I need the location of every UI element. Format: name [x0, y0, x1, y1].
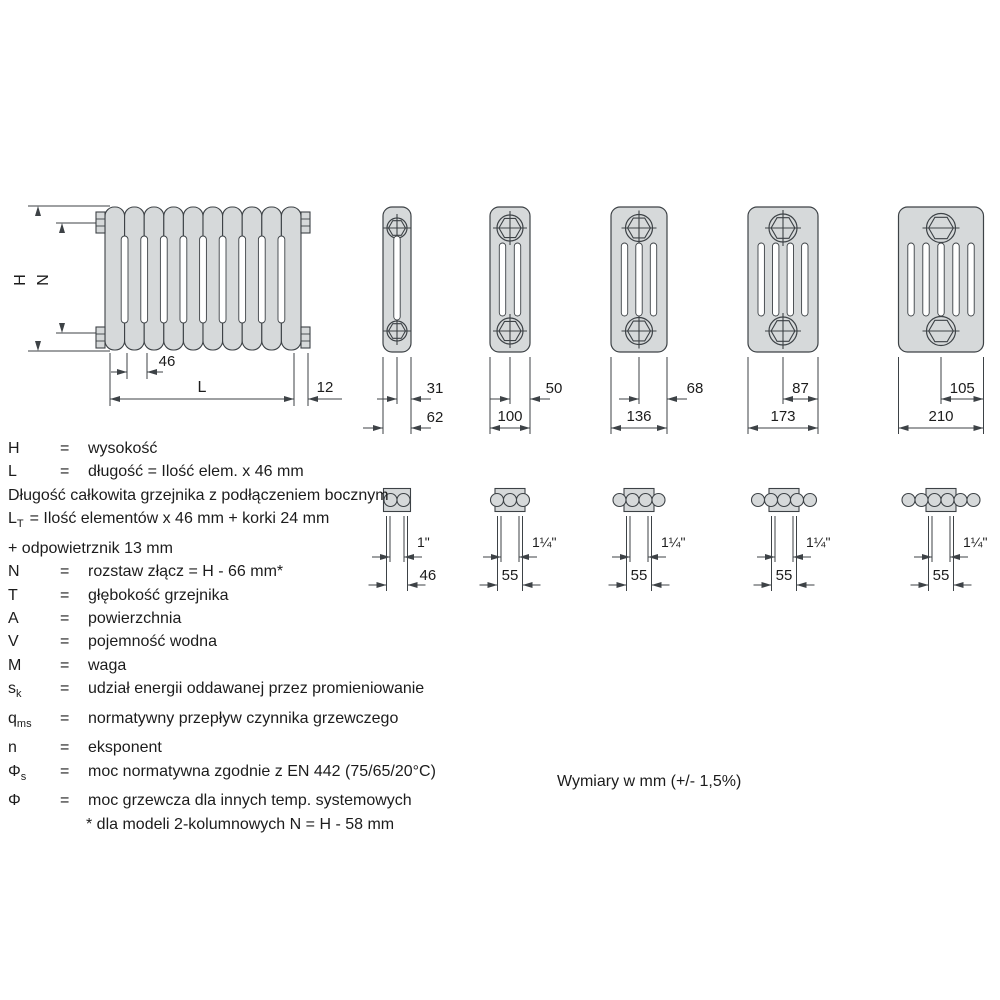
dimension-arrow	[808, 425, 818, 431]
legend-symbol: $s_k$	[8, 680, 22, 701]
dimension-arrow	[500, 396, 510, 402]
legend-text: Długość całkowita grzejnika z podłączeniem bocznym	[8, 486, 389, 504]
legend-symbol: $\Phi_s$	[8, 762, 27, 784]
dimension-arrow	[308, 396, 318, 402]
column-gap-slot	[938, 243, 944, 316]
legend-row	[8, 630, 508, 653]
depth-label: 173	[770, 408, 796, 425]
dimension-arrow	[530, 396, 540, 402]
dimension-arrow	[657, 425, 667, 431]
dimension-arrow	[974, 396, 984, 402]
pitch-width-label: 55	[501, 567, 519, 584]
dimension-arrow	[387, 396, 397, 402]
column-tube	[954, 494, 967, 507]
column-gap-slot	[121, 236, 128, 323]
legend-row	[8, 584, 508, 607]
legend-row	[8, 437, 508, 460]
legend-text: eksponent	[88, 739, 162, 757]
column-tube	[804, 494, 817, 507]
connection-size-label: 1¼"	[963, 534, 988, 550]
column-gap-slot	[200, 236, 207, 323]
half-depth-label: 68	[686, 380, 704, 397]
pitch-width-label: 55	[932, 567, 950, 584]
legend-row	[8, 560, 508, 583]
pitch-width-label: 55	[630, 567, 648, 584]
legend-row	[8, 789, 508, 812]
dimension-arrow	[667, 396, 677, 402]
column-gap-slot	[636, 243, 642, 316]
legend-row	[8, 813, 508, 836]
column-tube	[928, 494, 941, 507]
element-pitch-label: 46	[158, 353, 176, 370]
column-tube	[778, 494, 791, 507]
dimension-arrow	[147, 369, 157, 375]
legend	[8, 437, 508, 836]
column-gap-slot	[141, 236, 148, 323]
legend-text: powierzchnia	[88, 610, 182, 628]
pitch-width-label: 55	[775, 567, 793, 584]
legend-symbol: $L_T$	[8, 510, 24, 531]
legend-text: * dla modeli 2-kolumnowych N = H - 58 mm	[86, 815, 395, 833]
dimension-arrow	[411, 425, 421, 431]
dimension-arrow	[899, 425, 909, 431]
legend-row	[8, 607, 508, 630]
column-gap-slot	[258, 236, 265, 323]
dimension-arrow	[762, 582, 772, 588]
side-plug-tab	[301, 212, 310, 233]
equals-sign: =	[60, 709, 70, 727]
equals-sign: =	[60, 680, 70, 698]
dimension-arrow	[110, 396, 120, 402]
legend-text: moc normatywna zgodnie z EN 442 (75/65/20°C)	[88, 762, 436, 780]
length-label: L	[197, 379, 207, 396]
equals-sign: =	[60, 563, 70, 581]
dimension-arrow	[59, 323, 65, 333]
column-tube	[752, 494, 765, 507]
equals-sign: =	[60, 610, 70, 628]
legend-symbol: Φ	[8, 792, 21, 810]
legend-symbol: H	[8, 440, 20, 457]
legend-text: + odpowietrznik 13 mm	[8, 539, 173, 557]
legend-row	[8, 460, 508, 483]
dimension-arrow	[490, 425, 500, 431]
equals-sign: =	[60, 762, 70, 780]
dimension-arrow	[808, 396, 818, 402]
legend-symbol: n	[8, 739, 17, 757]
dimension-arrow	[59, 223, 65, 233]
column-gap-slot	[968, 243, 974, 316]
column-gap-slot	[923, 243, 929, 316]
dimension-arrow	[629, 396, 639, 402]
dimension-arrow	[922, 554, 932, 560]
equals-sign: =	[60, 463, 70, 481]
column-tube	[652, 494, 665, 507]
legend-text: rozstaw złącz = H - 66 mm*	[88, 563, 284, 581]
column-tube	[967, 494, 980, 507]
legend-text: waga	[88, 656, 127, 674]
column-tube	[765, 494, 778, 507]
legend-text: moc grzewcza dla innych temp. systemowych	[88, 792, 412, 810]
depth-label: 136	[626, 408, 652, 425]
column-gap-slot	[180, 236, 187, 323]
legend-text: długość = Ilość elem. x 46 mm	[88, 463, 304, 481]
column-gap-slot	[621, 243, 627, 316]
depth-label: 62	[426, 409, 444, 426]
dimension-arrow	[35, 206, 41, 216]
dimension-arrow	[373, 425, 383, 431]
legend-text: pojemność wodna	[88, 633, 217, 651]
column-gap-slot	[953, 243, 959, 316]
column-gap-slot	[219, 236, 226, 323]
legend-text: normatywny przepływ czynnika grzewczego	[88, 709, 399, 727]
depth-label: 100	[497, 408, 523, 425]
depth-label: 210	[928, 408, 954, 425]
side-plug-tab	[96, 212, 105, 233]
dimension-arrow	[620, 554, 630, 560]
column-gap-slot	[787, 243, 793, 316]
column-tube	[791, 494, 804, 507]
legend-symbol: M	[8, 656, 22, 674]
column-tube	[517, 494, 530, 507]
column-gap-slot	[278, 236, 285, 323]
equals-sign: =	[60, 656, 70, 674]
dimension-arrow	[411, 396, 421, 402]
node-spacing-label: N	[35, 274, 52, 286]
column-gap-slot	[773, 243, 779, 316]
column-tube	[639, 494, 652, 507]
legend-row	[8, 707, 508, 737]
column-gap-slot	[239, 236, 246, 323]
dimension-arrow	[617, 582, 627, 588]
legend-row	[8, 736, 508, 759]
legend-symbol: T	[8, 586, 18, 604]
dimension-arrow	[765, 554, 775, 560]
side-connection-label: 12	[316, 379, 334, 396]
column-gap-slot	[758, 243, 764, 316]
legend-row	[8, 537, 508, 560]
legend-row	[8, 507, 508, 537]
equals-sign: =	[60, 440, 70, 457]
dimension-arrow	[117, 369, 127, 375]
legend-text: wysokość	[88, 440, 158, 457]
legend-symbol: V	[8, 633, 19, 651]
column-gap-slot	[802, 243, 808, 316]
dimension-arrow	[523, 582, 533, 588]
column-gap-slot	[394, 236, 400, 320]
legend-text: głębokość grzejnika	[88, 586, 229, 604]
connection-size-label: 1"	[417, 534, 430, 550]
legend-row	[8, 654, 508, 677]
half-depth-label: 31	[426, 380, 444, 397]
column-tube	[902, 494, 915, 507]
equals-sign: =	[60, 739, 70, 757]
column-tube	[626, 494, 639, 507]
half-depth-label: 87	[792, 380, 809, 397]
connection-size-label: 1¼"	[661, 534, 686, 550]
dimension-arrow	[519, 554, 529, 560]
pitch-width-label: 46	[419, 567, 437, 584]
dimension-arrow	[284, 396, 294, 402]
half-depth-label: 50	[545, 380, 563, 397]
dimension-arrow	[35, 341, 41, 351]
dimension-arrow	[793, 554, 803, 560]
legend-symbol: N	[8, 563, 20, 581]
column-gap-slot	[650, 243, 656, 316]
column-tube	[915, 494, 928, 507]
legend-row	[8, 484, 508, 507]
column-gap-slot	[908, 243, 914, 316]
legend-text: = Ilość elementów x 46 mm + korki 24 mm	[29, 510, 330, 528]
connection-size-label: 1¼"	[532, 534, 557, 550]
column-tube	[613, 494, 626, 507]
legend-symbol: A	[8, 610, 19, 628]
dimension-arrow	[950, 554, 960, 560]
dimension-arrow	[652, 582, 662, 588]
legend-text: udział energii oddawanej przez promieniowanie	[88, 680, 425, 698]
dimension-arrow	[611, 425, 621, 431]
column-gap-slot	[160, 236, 167, 323]
dimension-arrow	[919, 582, 929, 588]
dimension-arrow	[954, 582, 964, 588]
half-depth-label: 105	[949, 380, 975, 397]
column-tube	[941, 494, 954, 507]
column-gap-slot	[514, 243, 520, 316]
legend-row	[8, 677, 508, 707]
legend-row	[8, 760, 508, 790]
side-plug-tab	[96, 327, 105, 348]
units-note: Wymiary w mm (+/- 1,5%)	[557, 773, 742, 790]
height-label: H	[12, 274, 29, 286]
legend-symbol: $q_{ms}$	[8, 709, 32, 731]
dimension-arrow	[797, 582, 807, 588]
connection-size-label: 1¼"	[806, 534, 831, 550]
column-gap-slot	[499, 243, 505, 316]
dimension-arrow	[974, 425, 984, 431]
equals-sign: =	[60, 586, 70, 604]
dimension-arrow	[520, 425, 530, 431]
equals-sign: =	[60, 633, 70, 651]
equals-sign: =	[60, 792, 70, 810]
dimension-arrow	[748, 425, 758, 431]
legend-symbol: L	[8, 463, 17, 481]
dimension-arrow	[648, 554, 658, 560]
side-plug-tab	[301, 327, 310, 348]
